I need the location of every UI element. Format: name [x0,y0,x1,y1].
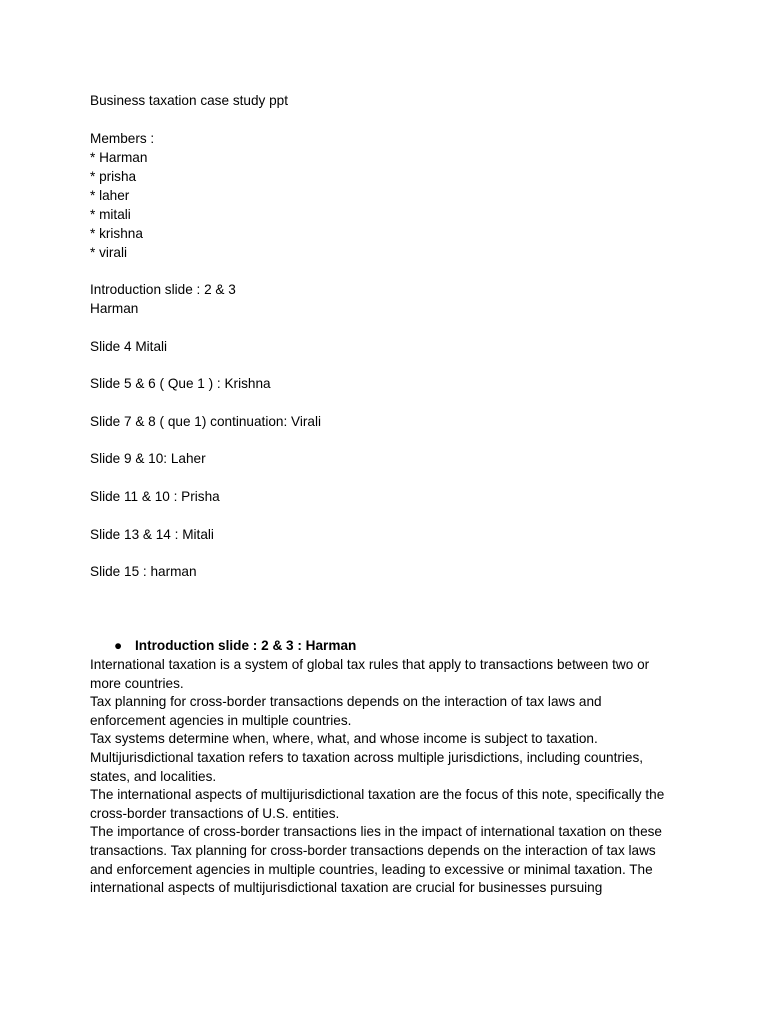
body-line: cross-border transactions of U.S. entities. [90,805,340,821]
body-line: International taxation is a system of global tax rules that apply to transactions between two or [90,657,650,672]
intro-assignment: Introduction slide : 2 & 3 [90,282,236,297]
body-line: states, and localities. [90,768,217,784]
slide-assignment: Slide 7 & 8 ( que 1) continuation: Virali [90,414,321,429]
slide-assignment: Slide 11 & 10 : Prisha [90,489,220,504]
body-line: The international aspects of multijurisdictional taxation are the focus of this note, specifically the [90,787,665,803]
member-item: * Harman [90,150,148,165]
body-line: Tax planning for cross-border transactions depends on the interaction of tax laws and [90,694,602,710]
member-item: * prisha [90,169,137,184]
members-label: Members : [90,131,155,146]
member-item: * virali [90,245,128,260]
body-line: international aspects of multijurisdictional taxation are crucial for businesses pursuing [90,880,603,896]
bullet-icon: ● [114,638,123,653]
body-line: more countries. [90,675,184,691]
slide-assignment: Slide 9 & 10: Laher [90,451,206,466]
slide-assignment: Slide 13 & 14 : Mitali [90,527,214,542]
body-line: enforcement agencies in multiple countries. [90,712,352,728]
intro-assignee: Harman [90,301,139,316]
member-item: * mitali [90,207,131,222]
body-line: The importance of cross-border transactions lies in the impact of international taxation on these [90,824,662,840]
body-line: Tax systems determine when, where, what, and whose income is subject to taxation. [90,731,598,747]
member-item: * laher [90,188,130,203]
document-title: Business taxation case study ppt [90,93,288,108]
slide-assignment: Slide 15 : harman [90,564,197,579]
slide-assignment: Slide 5 & 6 ( Que 1 ) : Krishna [90,376,271,391]
slide-assignment: Slide 4 Mitali [90,339,168,354]
body-line: and enforcement agencies in multiple countries, leading to excessive or minimal taxation. The [90,861,653,877]
body-line: Multijurisdictional taxation refers to taxation across multiple jurisdictions, including countries, [90,749,644,765]
member-item: * krishna [90,226,143,241]
section-heading: Introduction slide : 2 & 3 : Harman [135,638,357,653]
body-paragraph [90,656,690,898]
body-line: transactions. Tax planning for cross-border transactions depends on the interaction of tax laws [90,842,656,858]
